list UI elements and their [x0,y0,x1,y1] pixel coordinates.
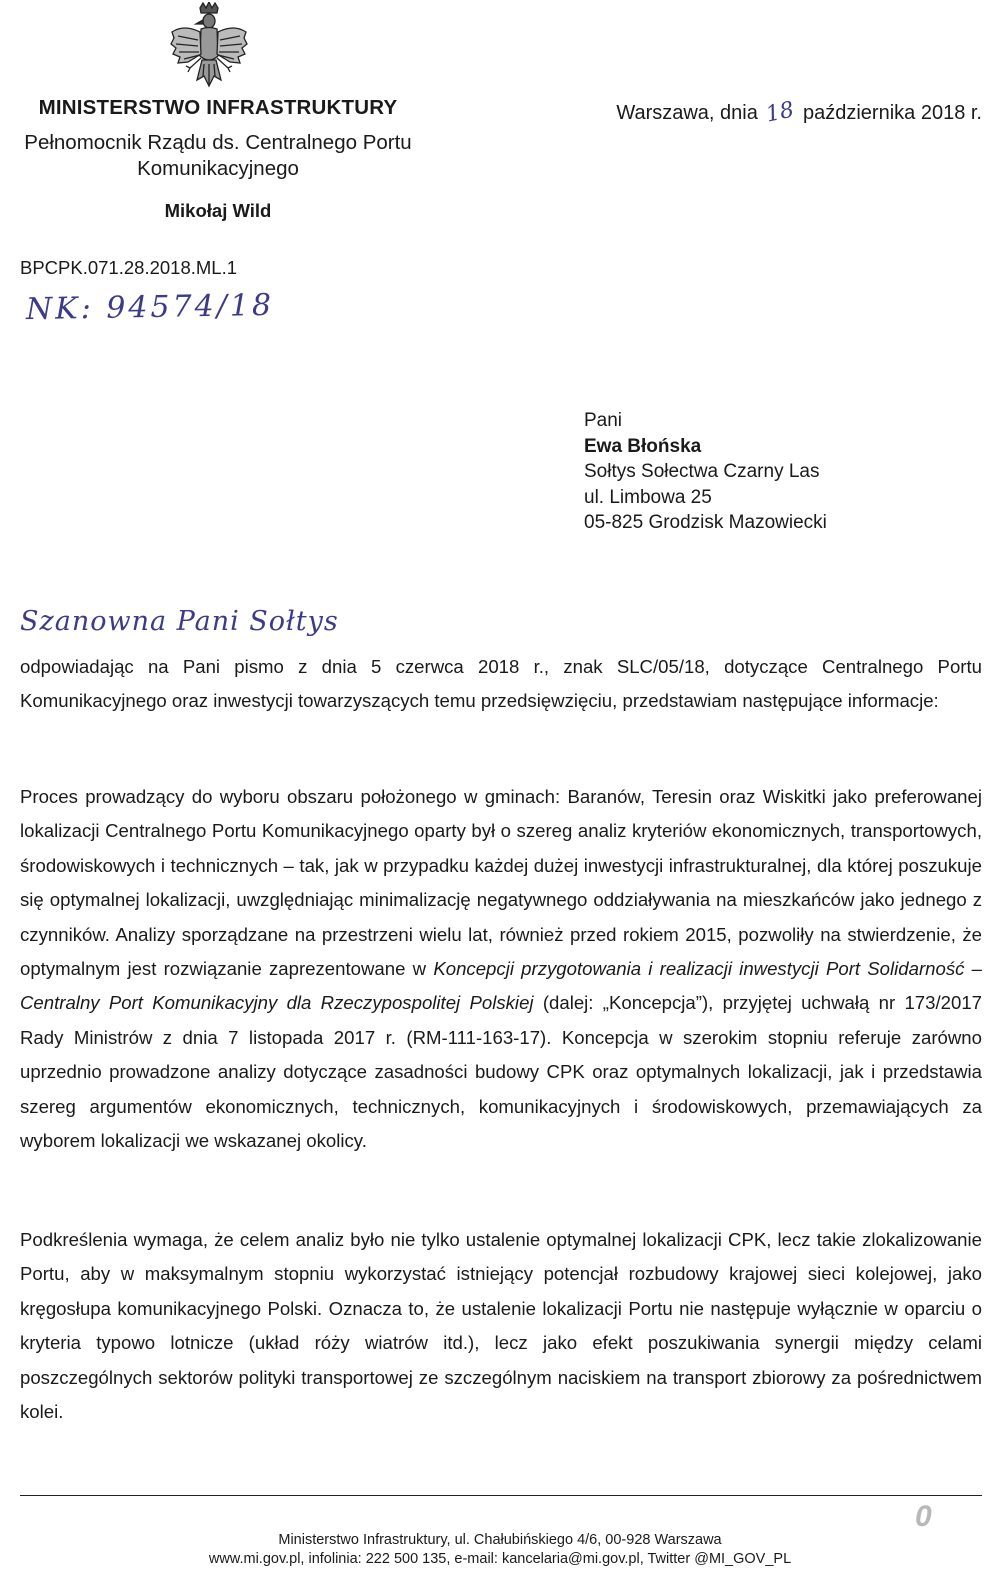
recipient-name: Ewa Błońska [584,436,702,457]
handwritten-greeting: Szanowna Pani Sołtys [20,606,339,637]
reference-number: BPCPK.071.28.2018.ML.1 [20,257,238,278]
handwritten-registry-number: NK: 94574/18 [25,287,275,328]
footer-contact: www.mi.gov.pl, infolinia: 222 500 135, e-mail: kancelaria@mi.gov.pl, Twitter @MI_GOV_PL [208,1551,792,1567]
date-day-handwritten: 18 [764,97,797,128]
ministry-name: MINISTERSTWO INFRASTRUKTURY [38,96,398,119]
page-number: 0 [915,1500,932,1533]
recipient-city: 05-825 Grodzisk Mazowiecki [584,512,827,533]
footer-divider [20,1495,982,1496]
plenipotentiary-title-line2: Komunikacyjnego [137,157,299,180]
footer-address: Ministerstwo Infrastruktury, ul. Chałubińskiego 4/6, 00-928 Warszawa [278,1532,722,1548]
body-paragraph-2-part-a: Proces prowadzący do wyboru obszaru położonego w gminach: Baranów, Teresin oraz Wiskitki jako preferowanej lokalizacji Centralnego Portu Komunikacyjnego oparty był o szereg analiz kryteriów ekonomicznych, transportowych, środowiskowych i technicznych – tak, jak w przypadku każdej dużej inwestycji infrastrukturalnej, dla której poszukuje się optymalnej lokalizacji, uwzględniając minimalizację negatywnego oddziaływania na mieszkańców jako jednego z czynników. Analizy sporządzane na przestrzeni wielu lat, również przed rokiem 2015, pozwoliły na stwierdzenie, że optymalnym jest rozwiązanie zaprezentowane w [20,786,982,980]
recipient-street: ul. Limbowa 25 [584,487,712,508]
plenipotentiary-title-line1: Pełnomocnik Rządu ds. Centralnego Portu [24,131,412,154]
date-suffix: października 2018 r. [802,102,982,124]
concept-document-title: Koncepcji przygotowania i realizacji inwestycji Port Solidarność – Centralny Port Komunikacyjny dla Rzeczypospolitej Polskiej [20,958,982,1014]
body-paragraph-2 [20,780,982,1158]
signer-name: Mikołaj Wild [164,200,272,221]
body-paragraph-1: odpowiadając na Pani pismo z dnia 5 czerwca 2018 r., znak SLC/05/18, dotyczące Centralnego Portu Komunikacyjnego oraz inwestycji towarzyszących temu przedsięwzięciu, przedstawiam następujące informacje: [20,656,982,712]
body-paragraph-2-part-b: (dalej: „Koncepcja”), przyjętej uchwałą nr 173/2017 Rady Ministrów z dnia 7 listopada 2017 r. (RM-111-163-17). Koncepcja w szerokim stopniu referuje zarówno uprzednio prowadzone analizy dotyczące zasadności budowy CPK oraz optymalnych lokalizacji, jak i przedstawia szereg argumentów ekonomicznych, technicznych, komunikacyjnych i środowiskowych, przemawiających za wyborem lokalizacji we wskazanej okolicy. [20,992,982,1152]
letter-date [616,97,982,128]
polish-eagle-emblem-icon [168,2,250,90]
recipient-title: Sołtys Sołectwa Czarny Las [584,461,820,482]
body-paragraph-3: Podkreślenia wymaga, że celem analiz było nie tylko ustalenie optymalnej lokalizacji CPK, lecz takie zlokalizowanie Portu, aby w maksymalnym stopniu wykorzystać istniejący potencjał rozbudowy krajowej sieci kolejowej, jako kręgosłupa komunikacyjnego Polski. Oznacza to, że ustalenie lokalizacji Portu nie następuje wyłącznie w oparciu o kryteria typowo lotnicze (układ róży wiatrów itd.), lecz jako efekt poszukiwania synergii między celami poszczególnych sektorów polityki transportowej ze szczególnym naciskiem na transport zbiorowy za pośrednictwem kolei. [20,1229,982,1423]
recipient-salutation: Pani [584,410,623,431]
date-prefix: Warszawa, dnia [616,102,758,124]
